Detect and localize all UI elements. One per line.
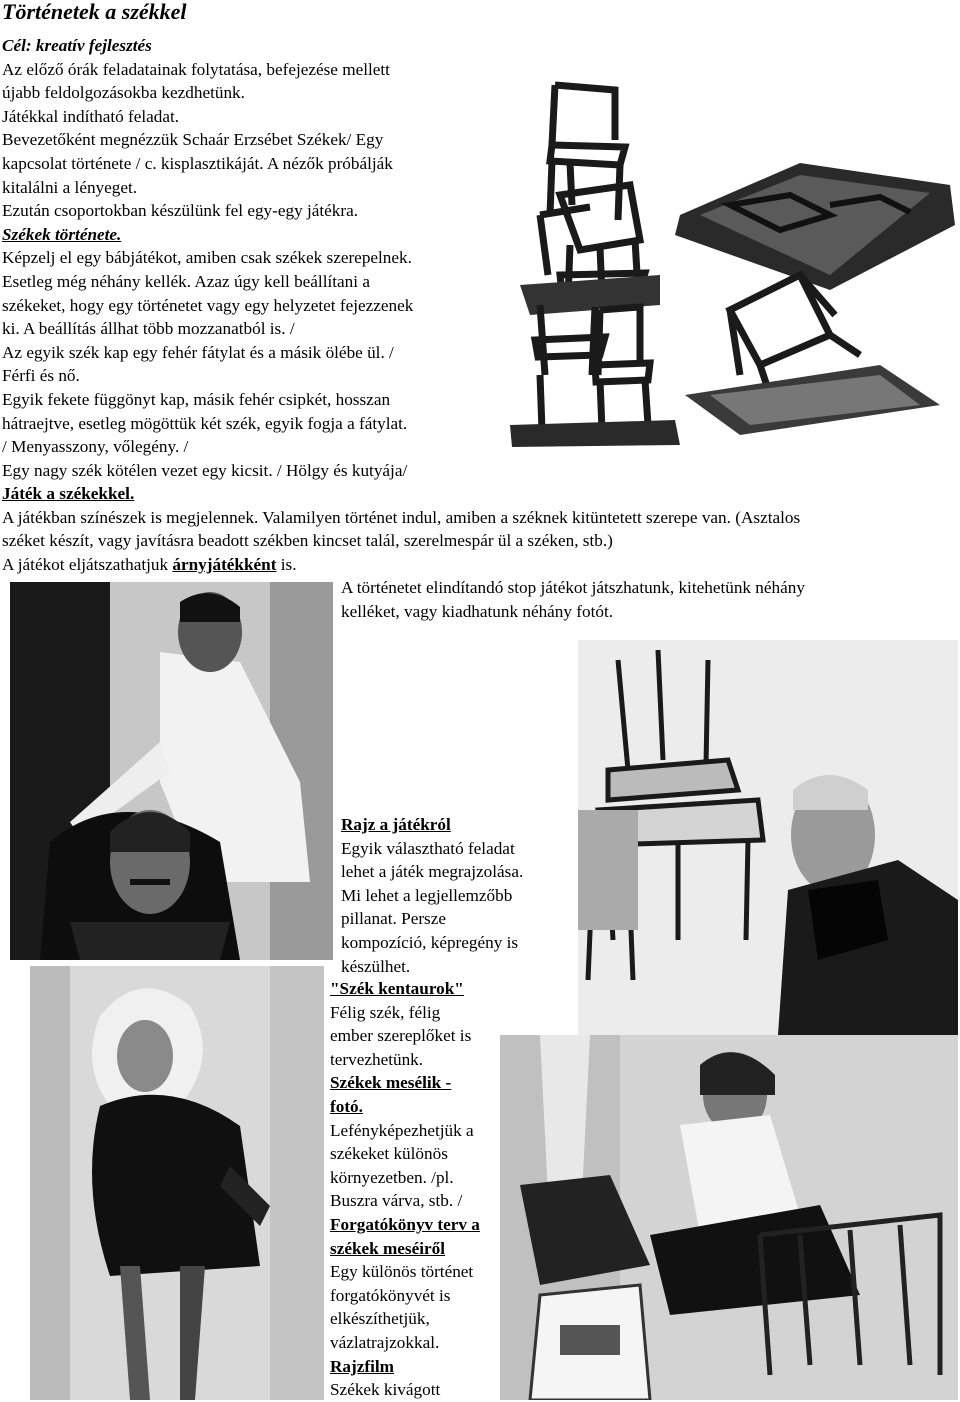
jatek-line: A játékban színészek is megjelennek. Valamilyen történet indul, amiben a széknek kitüntetett szerepe van. (Asztalos	[2, 507, 801, 527]
two-men-chair-photo	[10, 582, 333, 960]
rajz-block	[341, 813, 523, 978]
rajz-line: Egyik választható feladat	[341, 838, 515, 858]
man-stacked-chairs-photo	[578, 640, 958, 1035]
szekek-tortenete-line: Képzelj el egy bábjátékot, amiben csak székek szerepelnek.	[2, 248, 412, 268]
forgatokonyv-line: forgatókönyvét is	[330, 1285, 451, 1305]
meselik-heading: Székek mesélik -	[330, 1073, 452, 1093]
stop-line: A történetet elindítandó stop játékot játszhatunk, kitehetünk néhány	[341, 578, 805, 597]
kentaurok-line: ember szereplőket is	[330, 1026, 472, 1046]
szekek-tortenete-line: Az egyik szék kap egy fehér fátylat és a másik ölébe ül. /	[2, 342, 394, 362]
stop-game-block	[341, 576, 805, 623]
kentaurok-line: Félig szék, félig	[330, 1002, 441, 1022]
szekek-tortenete-line: ki. A beállítás állhat több mozzanatból is. /	[2, 319, 295, 339]
rajz-heading: Rajz a játékról	[341, 815, 451, 834]
intro-line: kitalálni a lényeget.	[2, 177, 138, 197]
rajz-line: kompozíció, képregény is	[341, 932, 519, 952]
woman-sitting-chair-photo	[30, 966, 324, 1400]
forgatokonyv-heading: székek meséiről	[330, 1238, 446, 1258]
szekek-tortenete-line: székeket, hogy egy történetet vagy egy helyzetet fejezzenek	[2, 295, 414, 315]
rajzfilm-line: Székek kivágott	[330, 1380, 441, 1400]
jatek-line: széket készít, vagy javításra beadott székben kincset talál, szerelmespár ül a széken, stb.)	[2, 531, 613, 551]
page-title: Történetek a székkel	[2, 0, 187, 24]
szekek-tortenete-line: Egy nagy szék kötélen vezet egy kicsit. / Hölgy és kutyája/	[2, 460, 408, 480]
rajz-line: Mi lehet a legjellemzőbb	[341, 885, 513, 905]
shadow-play-term: árnyjátékként	[172, 555, 277, 575]
meselik-heading: fotó.	[330, 1096, 363, 1116]
kentaurok-line: tervezhetünk.	[330, 1049, 424, 1069]
chair-sculpture-photo	[500, 75, 958, 455]
goal-line: Cél: kreatív fejlesztés	[2, 36, 152, 55]
rajz-line: készülhet.	[341, 956, 411, 976]
rajz-line: pillanat. Persze	[341, 909, 446, 929]
szekek-tortenete-line: Egyik fekete függönyt kap, másik fehér csipkét, hosszan	[2, 389, 391, 409]
meselik-line: székeket különös	[330, 1144, 448, 1164]
intro-line: Játékkal indítható feladat.	[2, 106, 180, 126]
meselik-line: Lefényképezhetjük a	[330, 1120, 474, 1140]
meselik-line: környezetben. /pl.	[330, 1167, 454, 1187]
szekek-tortenete-heading: Székek története.	[2, 224, 122, 244]
intro-line: Ezután csoportokban készülünk fel egy-egy játékra.	[2, 201, 359, 221]
jatek-heading: Játék a székekkel.	[2, 484, 135, 504]
szekek-tortenete-line: Esetleg még néhány kellék. Azaz úgy kell beállítani a	[2, 271, 370, 291]
forgatokonyv-line: elkészíthetjük,	[330, 1309, 430, 1329]
forgatokonyv-line: vázlatrajzokkal.	[330, 1332, 440, 1352]
woman-bed-photo	[500, 1035, 958, 1400]
rajz-line: lehet a játék megrajzolása.	[341, 862, 524, 882]
szekek-tortenete-line: / Menyasszony, vőlegény. /	[2, 437, 189, 457]
kentaurok-heading: "Szék kentaurok"	[330, 979, 464, 998]
intro-line: Bevezetőként megnézzük Schaár Erzsébet Székek/ Egy	[2, 130, 384, 150]
forgatokonyv-line: Egy különös történet	[330, 1262, 474, 1282]
intro-line: újabb feldolgozásokba kezdhetünk.	[2, 83, 245, 103]
forgatokonyv-heading: Forgatókönyv terv a	[330, 1214, 480, 1234]
shadow-line	[2, 553, 800, 577]
intro-line: Az előző órák feladatainak folytatása, befejezése mellett	[2, 59, 390, 79]
szekek-tortenete-line: Férfi és nő.	[2, 366, 80, 386]
szekek-tortenete-line: hátraejtve, esetleg mögöttük két szék, egyik fogja a fátylat.	[2, 413, 408, 433]
rajzfilm-heading: Rajzfilm	[330, 1356, 394, 1376]
shadow-suffix: is.	[276, 555, 297, 575]
stop-line: kelléket, vagy kiadhatunk néhány fotót.	[341, 601, 614, 621]
shadow-prefix: A játékot eljátszathatjuk	[2, 555, 173, 575]
side-column	[330, 977, 480, 1402]
intro-line: kapcsolat története / c. kisplasztikáját. A nézők próbálják	[2, 153, 393, 173]
meselik-line: Buszra várva, stb. /	[330, 1191, 463, 1211]
